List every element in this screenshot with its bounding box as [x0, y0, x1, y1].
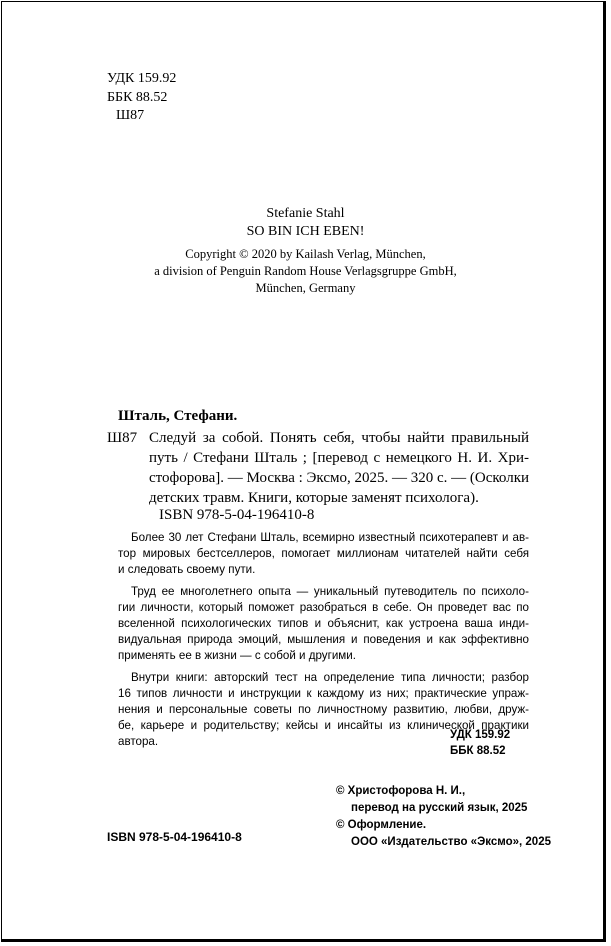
catalog-code: Ш87 — [107, 430, 138, 446]
annotation-line: бе, карьере и родительству; кейсы и инсайты из клинической практики — [118, 719, 529, 732]
translator-credit: © Христофорова Н. И., — [336, 785, 466, 797]
annotation — [118, 530, 529, 756]
annotation-paragraph — [118, 584, 529, 664]
copyright-line: München, Germany — [255, 281, 356, 295]
design-credit: © Оформление. — [336, 819, 427, 831]
catalog-entry-line: детских травм. Книги, которые заменят психолога). — [149, 490, 479, 506]
design-credit-detail: ООО «Издательство «Эксмо», 2025 — [351, 836, 551, 848]
annotation-paragraph — [118, 530, 529, 578]
copyright-line: a division of Penguin Random House Verlagsgruppe GmbH, — [154, 264, 457, 278]
bottom-bbk: ББК 88.52 — [450, 745, 506, 757]
credits-block — [336, 783, 551, 851]
catalog-entry — [149, 428, 529, 508]
original-title-block — [0, 205, 611, 241]
copyright-line: Copyright © 2020 by Kailash Verlag, München, — [185, 247, 426, 261]
translator-credit-detail: перевод на русский язык, 2025 — [351, 802, 528, 814]
annotation-line: и следовать своему пути. — [118, 563, 256, 576]
classification-block — [107, 70, 176, 126]
annotation-line: 16 типов личности и инструкции к каждому из них; практические упраж- — [118, 687, 529, 700]
bbk-code: ББК 88.52 — [107, 89, 168, 105]
catalog-entry-line: путь / Стефани Шталь ; [перевод с немецкого Н. И. Хри- — [149, 450, 529, 466]
original-author: Stefanie Stahl — [266, 206, 345, 221]
udk-code: УДК 159.92 — [107, 71, 177, 86]
annotation-line: гии личности, который поможет разобраться в себе. Он проведет вас по — [118, 601, 529, 614]
catalog-entry-line: стофорова]. — Москва : Эксмо, 2025. — 320 с. — (Осколки — [149, 470, 530, 486]
annotation-line: нения и персональные советы по личностному развитию, любви, друж- — [118, 703, 529, 716]
original-title: SO BIN ICH EBEN! — [246, 224, 365, 239]
annotation-line: тор мировых бестселлеров, помогает миллионам читателей найти себя — [118, 547, 529, 560]
annotation-line: вселенной психологических типов и объяснит, как устроена ваша инди- — [118, 617, 529, 630]
annotation-line: Труд ее многолетнего опыта — уникальный путеводитель по психоло- — [131, 585, 529, 598]
copyright-block — [0, 246, 611, 297]
bottom-udk: УДК 159.92 — [450, 729, 511, 741]
bottom-codes — [450, 727, 510, 759]
annotation-line: автора. — [118, 735, 159, 748]
annotation-line: Более 30 лет Стефани Шталь, всемирно известный психотерапевт и ав- — [131, 531, 529, 544]
annotation-line: видуальная природа эмоций, мышления и поведения и как эффективно — [118, 633, 529, 646]
bottom-isbn: ISBN 978-5-04-196410-8 — [107, 830, 242, 844]
annotation-line: применять ее в жизни — с собой и другими. — [118, 649, 356, 662]
catalog-author-heading: Шталь, Стефани. — [118, 408, 238, 424]
author-code: Ш87 — [116, 108, 145, 123]
catalog-isbn: ISBN 978-5-04-196410-8 — [159, 507, 315, 523]
catalog-entry-line: Следуй за собой. Понять себя, чтобы найти правильный — [149, 430, 529, 446]
annotation-line: Внутри книги: авторский тест на определение типа личности; разбор — [131, 671, 529, 684]
